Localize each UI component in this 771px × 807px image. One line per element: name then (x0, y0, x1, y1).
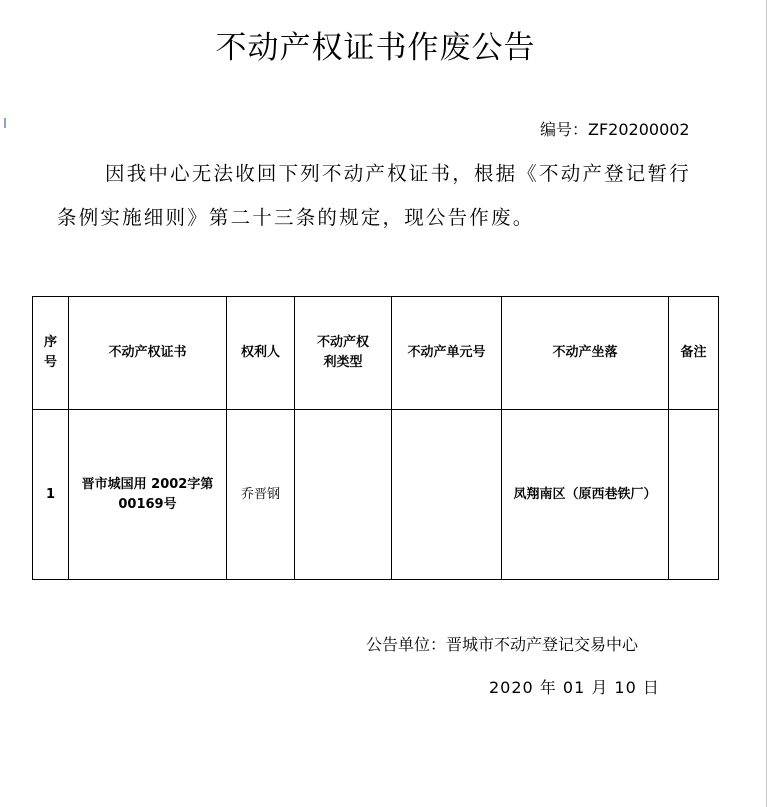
header-right-type: 不动产权利类型 (295, 297, 392, 410)
cell-unit-number (392, 410, 502, 580)
margin-marker (0, 118, 6, 128)
cell-right-type (295, 410, 392, 580)
announcing-unit: 公告单位：晋城市不动产登记交易中心 (366, 635, 639, 654)
header-remark: 备注 (669, 297, 719, 410)
table-header-row (33, 297, 719, 410)
cell-seq: 1 (33, 410, 69, 580)
announcement-body: 因我中心无法收回下列不动产权证书，根据《不动产登记暂行条例实施细则》第二十三条的规定，现公告作废。 (57, 162, 691, 229)
page-title: 不动产权证书作废公告 (215, 30, 536, 66)
header-certificate: 不动产权证书 (69, 297, 227, 410)
cell-location: 凤翔南区（原西巷铁厂） (502, 410, 669, 580)
header-location: 不动产坐落 (502, 297, 669, 410)
cell-remark (669, 410, 719, 580)
document-number: 编号：ZF20200002 (540, 120, 690, 139)
table-row (33, 410, 719, 580)
announcement-date: 2020 年 01 月 10 日 (489, 678, 660, 697)
header-seq: 序号 (33, 297, 69, 410)
header-unit-number: 不动产单元号 (392, 297, 502, 410)
certificate-table (32, 296, 719, 580)
cell-holder: 乔晋钢 (227, 410, 295, 580)
page-edge-rule (766, 0, 767, 807)
cell-certificate: 晋市城国用 2002字第00169号 (69, 410, 227, 580)
header-holder: 权利人 (227, 297, 295, 410)
